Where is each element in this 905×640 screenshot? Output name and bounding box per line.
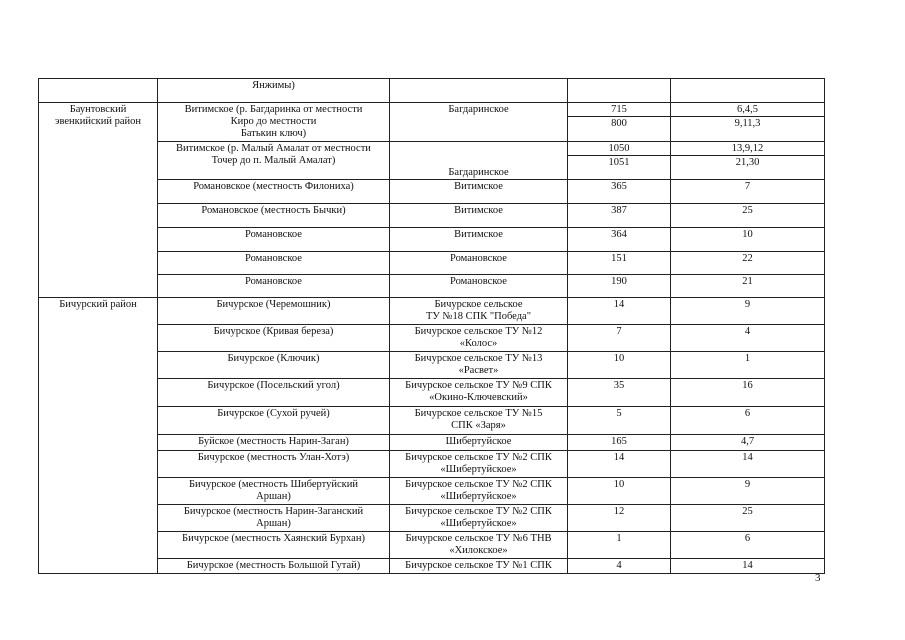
location-cell: Бичурское (Кривая береза) — [158, 325, 390, 352]
sections-cell: 6 — [671, 532, 825, 559]
sections-cell: 14 — [671, 451, 825, 478]
area-cell: 10 — [568, 352, 671, 379]
owner-cell: Шибертуйское — [390, 435, 568, 451]
sections-cell: 16 — [671, 379, 825, 407]
area-cell: 800 — [568, 117, 671, 142]
location-cell: Бичурское (местность Большой Гутай) — [158, 559, 390, 574]
area-cell: 35 — [568, 379, 671, 407]
district-cell: Баунтовский эвенкийский район — [39, 103, 158, 298]
sections-cell — [671, 79, 825, 103]
location-cell: Бичурское (Сухой ручей) — [158, 407, 390, 435]
location-cell: Бичурское (Ключик) — [158, 352, 390, 379]
location-cell: Витимское (р. Багдаринка от местности Киро до местности Батькин ключ) — [158, 103, 390, 142]
owner-cell: Бичурское сельское ТУ №12 «Колос» — [390, 325, 568, 352]
area-cell: 387 — [568, 204, 671, 228]
area-cell: 14 — [568, 298, 671, 325]
area-cell: 364 — [568, 228, 671, 252]
location-cell: Бичурское (местность Нарин-Заганский Аршан) — [158, 505, 390, 532]
location-cell: Витимское (р. Малый Амалат от местности Точер до п. Малый Амалат) — [158, 142, 390, 180]
area-cell: 10 — [568, 478, 671, 505]
location-cell: Романовское (местность Филониха) — [158, 180, 390, 204]
sections-cell: 9 — [671, 478, 825, 505]
owner-cell: Бичурское сельское ТУ №15 СПК «Заря» — [390, 407, 568, 435]
owner-cell: Бичурское сельское ТУ №1 СПК — [390, 559, 568, 574]
location-cell: Бичурское (местность Хаянский Бурхан) — [158, 532, 390, 559]
table-row — [39, 103, 825, 117]
area-cell: 365 — [568, 180, 671, 204]
owner-cell: Бичурское сельское ТУ №6 ТНВ «Хилокское» — [390, 532, 568, 559]
owner-cell: Витимское — [390, 180, 568, 204]
area-cell: 715 — [568, 103, 671, 117]
location-cell: Янжимы) — [158, 79, 390, 103]
sections-cell: 7 — [671, 180, 825, 204]
hunting-grounds-table — [38, 78, 825, 574]
area-cell: 7 — [568, 325, 671, 352]
area-cell: 5 — [568, 407, 671, 435]
district-cell — [39, 79, 158, 103]
owner-cell: Бичурское сельское ТУ №13 «Расвет» — [390, 352, 568, 379]
table-body — [39, 79, 825, 574]
sections-cell: 13,9,12 — [671, 142, 825, 156]
area-cell: 4 — [568, 559, 671, 574]
owner-cell: Романовское — [390, 252, 568, 275]
sections-cell: 9 — [671, 298, 825, 325]
table-row — [39, 298, 825, 325]
area-cell: 1051 — [568, 156, 671, 180]
owner-cell: Бичурское сельское ТУ №2 СПК «Шибертуйское» — [390, 505, 568, 532]
table-row — [39, 79, 825, 103]
area-cell: 14 — [568, 451, 671, 478]
sections-cell: 4,7 — [671, 435, 825, 451]
location-cell: Романовское (местность Бычки) — [158, 204, 390, 228]
owner-cell — [390, 79, 568, 103]
district-cell: Бичурский район — [39, 298, 158, 574]
sections-cell: 1 — [671, 352, 825, 379]
sections-cell: 21,30 — [671, 156, 825, 180]
area-cell: 190 — [568, 275, 671, 298]
owner-cell: Бичурское сельское ТУ №2 СПК «Шибертуйское» — [390, 478, 568, 505]
page-number: 3 — [815, 572, 821, 584]
location-cell: Буйское (местность Нарин-Заган) — [158, 435, 390, 451]
sections-cell: 4 — [671, 325, 825, 352]
location-cell: Романовское — [158, 228, 390, 252]
location-cell: Романовское — [158, 252, 390, 275]
owner-cell: Багдаринское — [390, 142, 568, 180]
owner-cell: Витимское — [390, 204, 568, 228]
sections-cell: 14 — [671, 559, 825, 574]
area-cell — [568, 79, 671, 103]
sections-cell: 6,4,5 — [671, 103, 825, 117]
area-cell: 1050 — [568, 142, 671, 156]
sections-cell: 25 — [671, 204, 825, 228]
sections-cell: 22 — [671, 252, 825, 275]
sections-cell: 10 — [671, 228, 825, 252]
area-cell: 151 — [568, 252, 671, 275]
sections-cell: 25 — [671, 505, 825, 532]
owner-cell: Витимское — [390, 228, 568, 252]
owner-cell: Бичурское сельское ТУ №2 СПК «Шибертуйское» — [390, 451, 568, 478]
owner-cell: Бичурское сельское ТУ №9 СПК «Окино-Ключевский» — [390, 379, 568, 407]
owner-cell: Бичурское сельское ТУ №18 СПК "Победа" — [390, 298, 568, 325]
area-cell: 12 — [568, 505, 671, 532]
sections-cell: 21 — [671, 275, 825, 298]
sections-cell: 9,11,3 — [671, 117, 825, 142]
location-cell: Бичурское (местность Улан-Хотэ) — [158, 451, 390, 478]
location-cell: Бичурское (местность Шибертуйский Аршан) — [158, 478, 390, 505]
owner-cell: Багдаринское — [390, 103, 568, 142]
location-cell: Романовское — [158, 275, 390, 298]
location-cell: Бичурское (Посельский угол) — [158, 379, 390, 407]
sections-cell: 6 — [671, 407, 825, 435]
location-cell: Бичурское (Черемошник) — [158, 298, 390, 325]
owner-cell: Романовское — [390, 275, 568, 298]
area-cell: 165 — [568, 435, 671, 451]
area-cell: 1 — [568, 532, 671, 559]
